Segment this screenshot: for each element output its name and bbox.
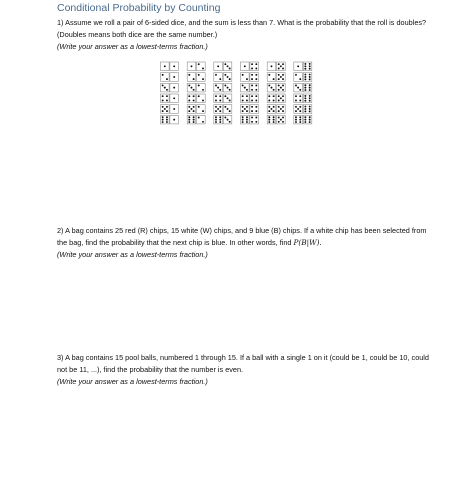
die-second — [277, 115, 286, 124]
page-title: Conditional Probability by Counting — [57, 2, 221, 14]
die-first — [161, 115, 170, 124]
die-second — [250, 83, 259, 92]
die-first — [294, 94, 303, 103]
dice-pair-3-6 — [294, 83, 312, 92]
dice-pair-1-4 — [241, 62, 259, 71]
die-second — [250, 73, 259, 82]
question-2-text: 2) A bag contains 25 red (R) chips, 15 white (W) chips, and 9 blue (B) chips. If a white chip has been selected from the bag, find the probability that the next chip is blue. In other words, find — [57, 226, 427, 247]
dice-pair-1-3 — [214, 62, 232, 71]
die-first — [161, 83, 170, 92]
die-second — [303, 105, 312, 114]
die-first — [187, 115, 196, 124]
dice-pair-6-6 — [294, 115, 312, 124]
dice-pair-4-4 — [241, 94, 259, 103]
die-second — [250, 62, 259, 71]
dice-pair-5-2 — [187, 105, 205, 114]
question-3 — [57, 352, 437, 388]
die-first — [294, 73, 303, 82]
dice-pair-3-5 — [267, 83, 285, 92]
die-first — [267, 94, 276, 103]
die-second — [277, 105, 286, 114]
dice-pair-6-5 — [267, 115, 285, 124]
dice-pair-5-3 — [214, 105, 232, 114]
die-first — [187, 83, 196, 92]
die-second — [223, 73, 232, 82]
dice-pair-1-2 — [187, 62, 205, 71]
die-second — [250, 105, 259, 114]
dice-pair-6-1 — [161, 115, 179, 124]
die-first — [187, 73, 196, 82]
dice-pair-6-4 — [241, 115, 259, 124]
question-2-hint: (Write your answer as a lowest-terms fraction.) — [57, 250, 208, 259]
die-second — [197, 94, 206, 103]
die-second — [303, 83, 312, 92]
dice-pair-5-4 — [241, 105, 259, 114]
die-second — [277, 94, 286, 103]
die-second — [303, 115, 312, 124]
die-second — [197, 105, 206, 114]
die-first — [161, 94, 170, 103]
dice-pair-4-2 — [187, 94, 205, 103]
question-1-text: 1) Assume we roll a pair of 6-sided dice, and the sum is less than 7. What is the probability that the roll is doubles? (Doubles means both dice are the same number.) — [57, 18, 427, 39]
die-first — [241, 94, 250, 103]
dice-pair-2-3 — [214, 73, 232, 82]
die-first — [187, 94, 196, 103]
dice-pair-2-5 — [267, 73, 285, 82]
die-first — [241, 115, 250, 124]
die-second — [303, 62, 312, 71]
dice-pair-1-1 — [161, 62, 179, 71]
dice-pair-3-4 — [241, 83, 259, 92]
die-second — [223, 105, 232, 114]
die-first — [267, 105, 276, 114]
die-first — [214, 94, 223, 103]
question-2-math: P(B|W). — [293, 238, 322, 247]
dice-pair-2-6 — [294, 73, 312, 82]
die-second — [170, 73, 179, 82]
die-second — [197, 73, 206, 82]
die-first — [214, 115, 223, 124]
die-first — [161, 73, 170, 82]
die-first — [187, 105, 196, 114]
die-second — [303, 73, 312, 82]
die-first — [294, 105, 303, 114]
die-first — [267, 83, 276, 92]
question-3-text: 3) A bag contains 15 pool balls, numbered 1 through 15. If a ball with a single 1 on it (could be 1, could be 10, could not be 11, ...), find the probability that the number is even. — [57, 353, 429, 374]
die-first — [187, 62, 196, 71]
die-second — [303, 94, 312, 103]
die-first — [214, 105, 223, 114]
dice-pair-4-3 — [214, 94, 232, 103]
question-2 — [57, 225, 437, 261]
dice-pair-3-2 — [187, 83, 205, 92]
die-second — [197, 115, 206, 124]
die-first — [214, 83, 223, 92]
question-1-hint: (Write your answer as a lowest-terms fraction.) — [57, 42, 208, 51]
dice-pair-5-6 — [294, 105, 312, 114]
die-first — [267, 62, 276, 71]
die-first — [267, 73, 276, 82]
die-first — [161, 105, 170, 114]
question-3-hint: (Write your answer as a lowest-terms fraction.) — [57, 377, 208, 386]
die-first — [161, 62, 170, 71]
die-second — [223, 94, 232, 103]
die-second — [197, 83, 206, 92]
dice-pair-5-1 — [161, 105, 179, 114]
die-second — [277, 73, 286, 82]
die-second — [170, 105, 179, 114]
dice-pair-6-2 — [187, 115, 205, 124]
die-second — [223, 115, 232, 124]
die-first — [267, 115, 276, 124]
dice-outcomes-grid — [159, 61, 319, 125]
dice-pair-6-3 — [214, 115, 232, 124]
dice-pair-4-5 — [267, 94, 285, 103]
die-second — [170, 62, 179, 71]
dice-pair-5-5 — [267, 105, 285, 114]
die-second — [197, 62, 206, 71]
dice-pair-2-4 — [241, 73, 259, 82]
dice-pair-1-6 — [294, 62, 312, 71]
die-second — [170, 115, 179, 124]
die-second — [250, 115, 259, 124]
dice-pair-4-1 — [161, 94, 179, 103]
die-first — [214, 62, 223, 71]
dice-pair-2-1 — [161, 73, 179, 82]
die-second — [277, 62, 286, 71]
die-first — [214, 73, 223, 82]
die-second — [223, 62, 232, 71]
dice-pair-1-5 — [267, 62, 285, 71]
die-second — [223, 83, 232, 92]
dice-pair-2-2 — [187, 73, 205, 82]
die-first — [241, 83, 250, 92]
die-second — [277, 83, 286, 92]
die-first — [294, 62, 303, 71]
die-second — [170, 94, 179, 103]
die-second — [170, 83, 179, 92]
die-first — [241, 62, 250, 71]
dice-pair-3-3 — [214, 83, 232, 92]
die-first — [241, 105, 250, 114]
dice-pair-4-6 — [294, 94, 312, 103]
die-first — [294, 115, 303, 124]
die-first — [294, 83, 303, 92]
dice-pair-3-1 — [161, 83, 179, 92]
question-1 — [57, 17, 437, 53]
die-first — [241, 73, 250, 82]
die-second — [250, 94, 259, 103]
